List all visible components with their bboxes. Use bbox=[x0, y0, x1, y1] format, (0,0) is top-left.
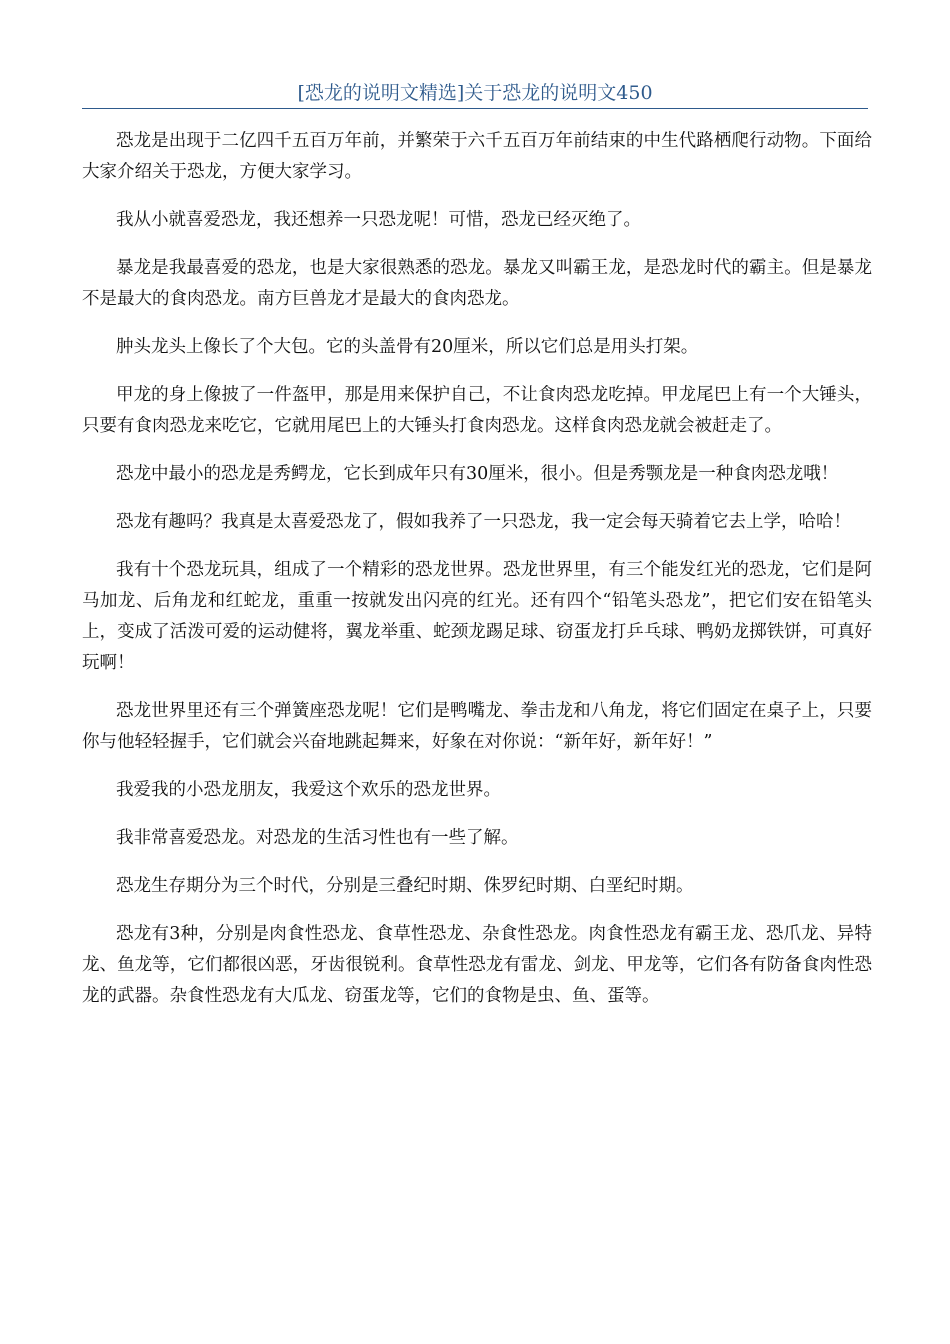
paragraph-13: 恐龙有3种，分别是肉食性恐龙、食草性恐龙、杂食性恐龙。肉食性恐龙有霸王龙、恐爪龙、异特龙、鱼龙等，它们都很凶恶，牙齿很锐利。食草性恐龙有雷龙、剑龙、甲龙等，它们各有防备食肉性恐龙的武器。杂食性恐龙有大瓜龙、窃蛋龙等，它们的食物是虫、鱼、蛋等。 bbox=[82, 924, 872, 1006]
page-header-title: [恐龙的说明文精选]关于恐龙的说明文450 bbox=[297, 82, 653, 104]
paragraph-3: 暴龙是我最喜爱的恐龙，也是大家很熟悉的恐龙。暴龙又叫霸王龙，是恐龙时代的霸主。但是暴龙不是最大的食肉恐龙。南方巨兽龙才是最大的食肉恐龙。 bbox=[82, 258, 872, 309]
paragraph-8: 我有十个恐龙玩具，组成了一个精彩的恐龙世界。恐龙世界里，有三个能发红光的恐龙，它们是阿马加龙、后角龙和红蛇龙，重重一按就发出闪亮的红光。还有四个“铅笔头恐龙”，把它们安在铅笔头上，变成了活泼可爱的运动健将，翼龙举重、蛇颈龙踢足球、窃蛋龙打乒乓球、鸭奶龙掷铁饼，可真好玩啊！ bbox=[82, 560, 872, 673]
paragraph-9: 恐龙世界里还有三个弹簧座恐龙呢！它们是鸭嘴龙、拳击龙和八角龙，将它们固定在桌子上，只要你与他轻轻握手，它们就会兴奋地跳起舞来，好象在对你说：“新年好，新年好！” bbox=[82, 701, 872, 752]
paragraph-2: 我从小就喜爱恐龙，我还想养一只恐龙呢！可惜，恐龙已经灭绝了。 bbox=[116, 210, 641, 230]
header-divider bbox=[82, 108, 868, 109]
paragraph-11: 我非常喜爱恐龙。对恐龙的生活习性也有一些了解。 bbox=[116, 828, 519, 848]
paragraph-7: 恐龙有趣吗？我真是太喜爱恐龙了，假如我养了一只恐龙，我一定会每天骑着它去上学，哈哈！ bbox=[116, 512, 851, 532]
paragraph-6: 恐龙中最小的恐龙是秀鳄龙，它长到成年只有30厘米，很小。但是秀颚龙是一种食肉恐龙哦！ bbox=[116, 464, 839, 484]
paragraph-12: 恐龙生存期分为三个时代，分别是三叠纪时期、侏罗纪时期、白垩纪时期。 bbox=[116, 876, 694, 896]
paragraph-10: 我爱我的小恐龙朋友，我爱这个欢乐的恐龙世界。 bbox=[116, 780, 501, 800]
paragraph-4: 肿头龙头上像长了个大包。它的头盖骨有20厘米，所以它们总是用头打架。 bbox=[116, 337, 699, 357]
document-body bbox=[82, 126, 872, 1029]
paragraph-1: 恐龙是出现于二亿四千五百万年前，并繁荣于六千五百万年前结束的中生代路栖爬行动物。下面给大家介绍关于恐龙，方便大家学习。 bbox=[82, 131, 872, 182]
paragraph-5: 甲龙的身上像披了一件盔甲，那是用来保护自己，不让食肉恐龙吃掉。甲龙尾巴上有一个大锤头，只要有食肉恐龙来吃它，它就用尾巴上的大锤头打食肉恐龙。这样食肉恐龙就会被赶走了。 bbox=[82, 385, 872, 436]
